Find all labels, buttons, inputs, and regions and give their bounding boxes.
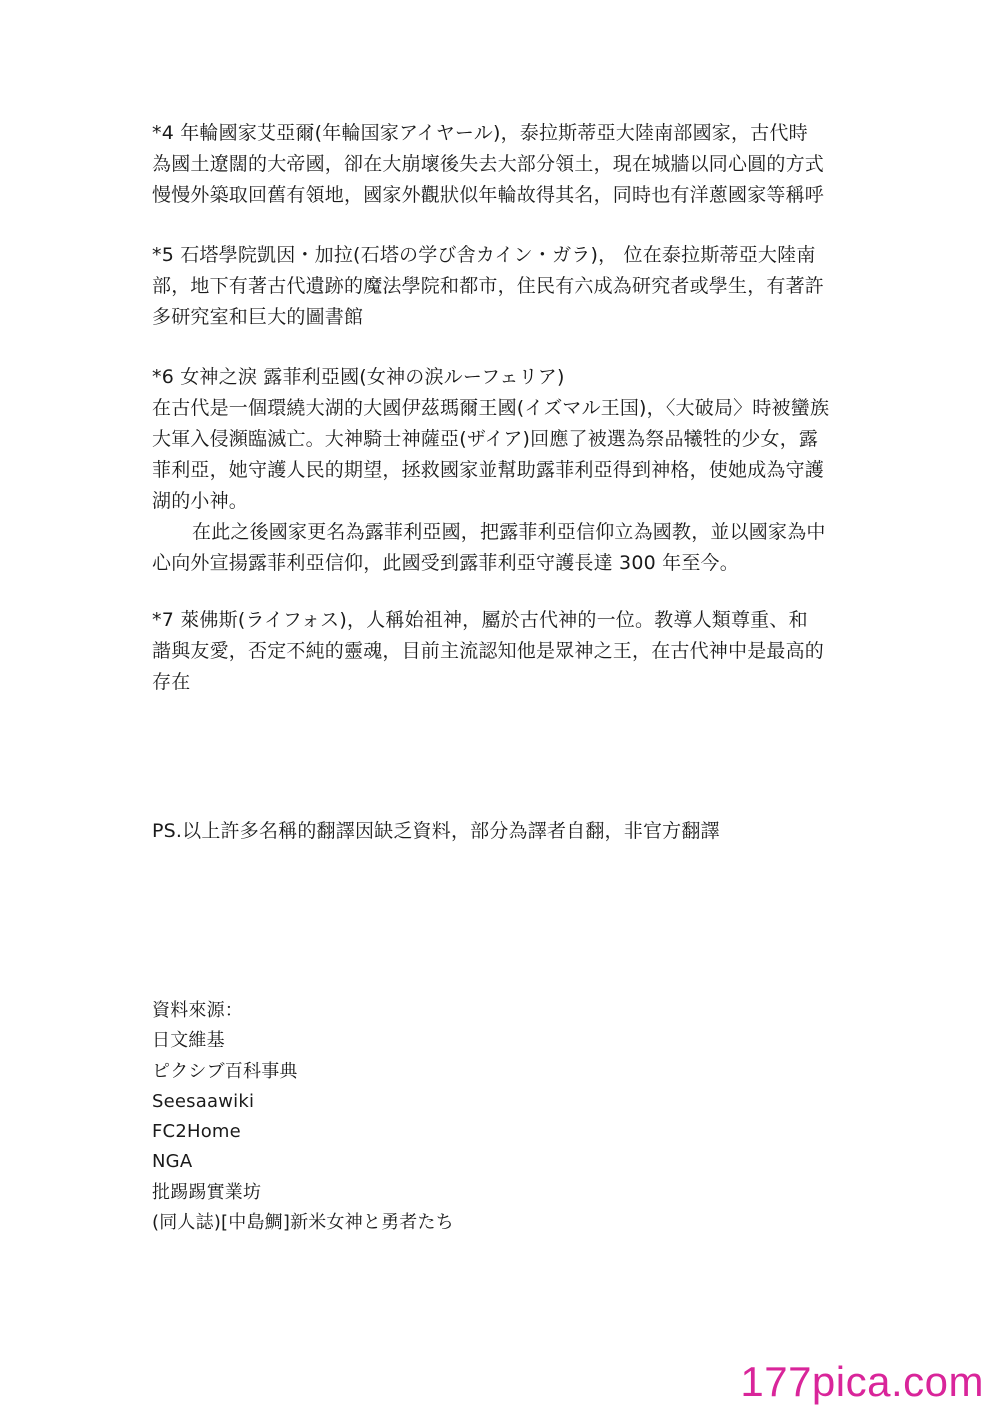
note-line: 湖的小神。 <box>152 490 249 512</box>
note-line: 菲利亞，她守護人民的期望，拯救國家並幫助露菲利亞得到神格，使她成為守護 <box>152 459 825 481</box>
note-line: 大軍入侵瀕臨滅亡。大神騎士神薩亞(ザイア)回應了被選為祭品犧牲的少女，露 <box>152 428 819 450</box>
note-line: 諧與友愛，否定不純的靈魂，目前主流認知他是眾神之王，在古代神中是最高的 <box>152 640 825 662</box>
source-item: (同人誌)[中島鯛]新米女神と勇者たち <box>152 1212 454 1234</box>
note-line-indented: 在此之後國家更名為露菲利亞國，把露菲利亞信仰立為國教，並以國家為中 <box>192 521 826 543</box>
source-item: Seesaawiki <box>152 1090 255 1112</box>
postscript-text: PS.以上許多名稱的翻譯因缺乏資料，部分為譯者自翻，非官方翻譯 <box>152 820 720 842</box>
source-item: 批踢踢實業坊 <box>152 1181 262 1203</box>
note-7 <box>152 605 872 698</box>
sources-list <box>152 996 872 1238</box>
note-line: 部，地下有著古代遺跡的魔法學院和都市，住民有六成為研究者或學生，有著許 <box>152 275 825 297</box>
note-line: *7 萊佛斯(ライフォス)，人稱始祖神，屬於古代神的一位。教導人類尊重、和 <box>152 609 808 631</box>
note-6 <box>152 362 872 579</box>
note-line: *5 石塔學院凱因・加拉(石塔の学び舎カイン・ガラ)， 位在泰拉斯蒂亞大陸南 <box>152 244 816 266</box>
note-5 <box>152 240 872 333</box>
sources-heading: 資料來源： <box>152 1000 243 1021</box>
note-line: 在古代是一個環繞大湖的大國伊茲瑪爾王國(イズマル王国)，〈大破局〉時被蠻族 <box>152 397 830 419</box>
note-line: 慢慢外築取回舊有領地，國家外觀狀似年輪故得其名，同時也有洋蔥國家等稱呼 <box>152 184 825 206</box>
note-4 <box>152 118 872 211</box>
note-line: 多研究室和巨大的圖書館 <box>152 306 364 328</box>
source-item: FC2Home <box>152 1121 241 1143</box>
note-line: 存在 <box>152 671 191 693</box>
note-line: 心向外宣揚露菲利亞信仰，此國受到露菲利亞守護長達 300 年至今。 <box>152 552 739 574</box>
note-line: *4 年輪國家艾亞爾(年輪国家アイヤール)，泰拉斯蒂亞大陸南部國家，古代時 <box>152 122 808 144</box>
note-line: *6 女神之淚 露菲利亞國(女神の涙ルーフェリア) <box>152 366 565 388</box>
source-item: NGA <box>152 1151 193 1173</box>
postscript <box>152 816 872 847</box>
source-item: 日文維基 <box>152 1030 225 1052</box>
site-watermark: 177pica.com <box>740 1358 984 1405</box>
source-item: ピクシブ百科事典 <box>152 1060 298 1082</box>
note-line: 為國土遼闊的大帝國，卻在大崩壞後失去大部分領土，現在城牆以同心圓的方式 <box>152 153 825 175</box>
